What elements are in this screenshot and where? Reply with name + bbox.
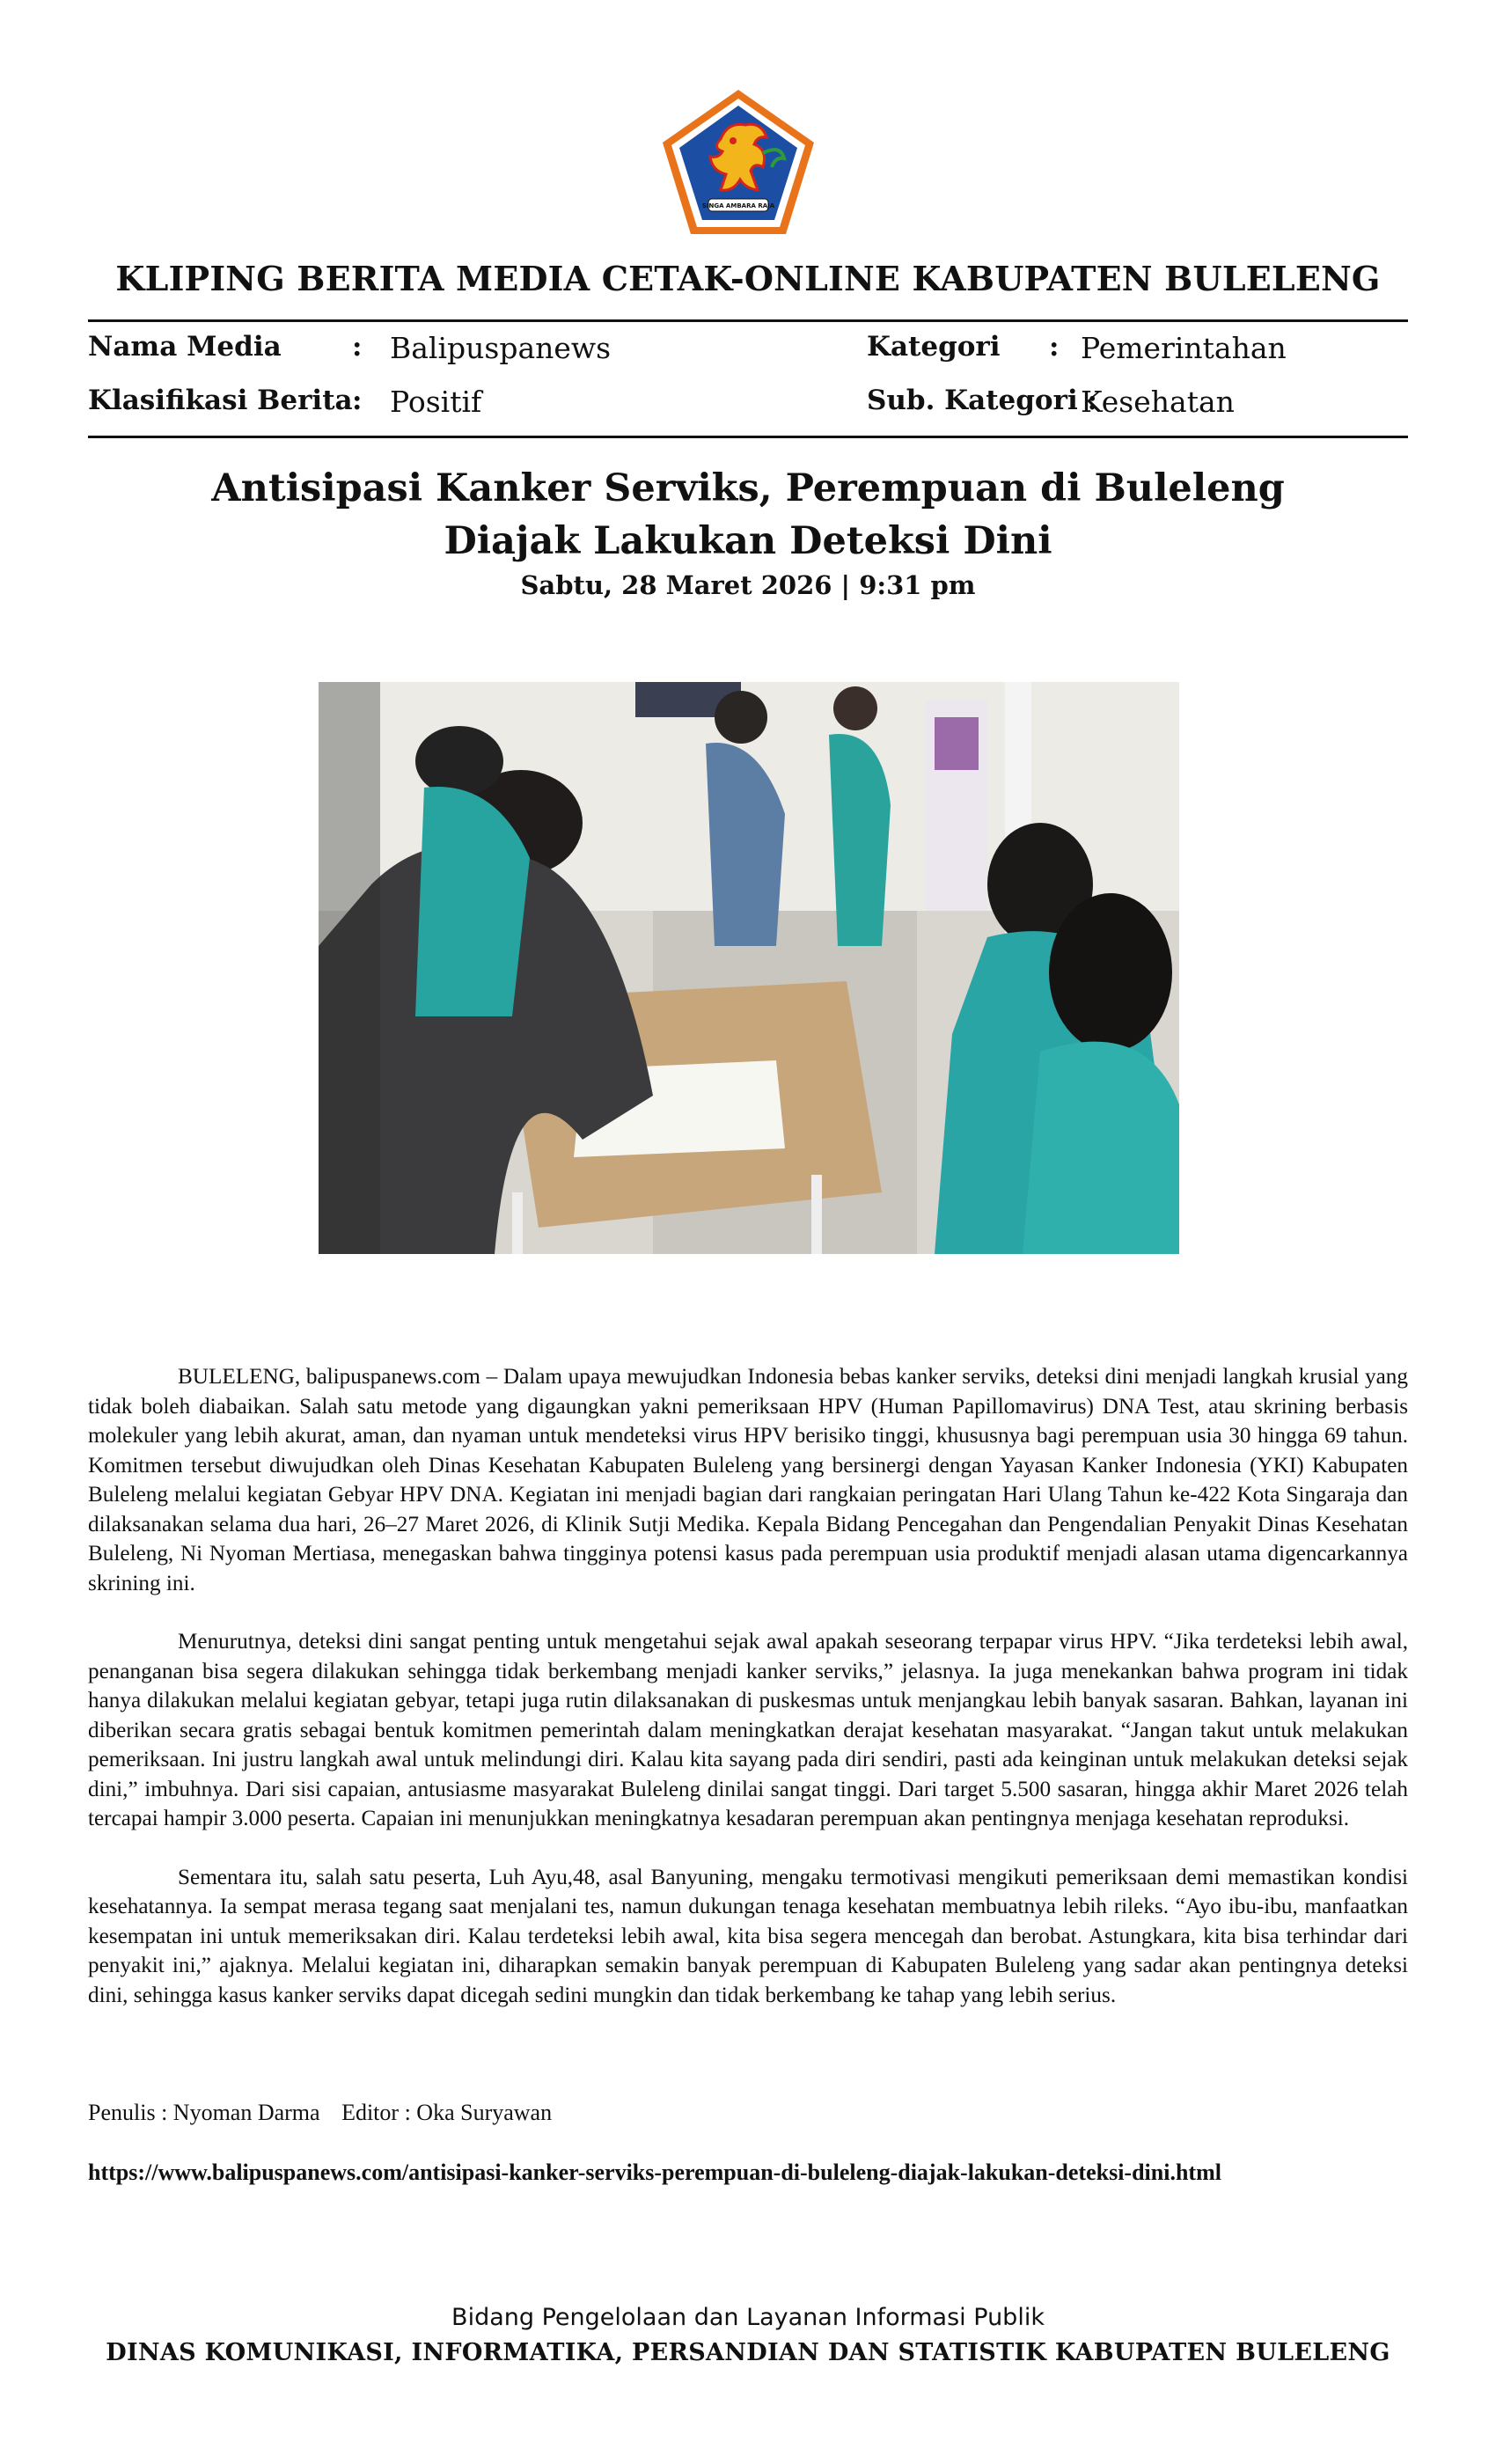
- media-label: Nama Media: [88, 331, 282, 363]
- footer-division: Bidang Pengelolaan dan Layanan Informasi Publik: [451, 2304, 1045, 2331]
- media-colon: :: [352, 331, 363, 363]
- article-headline-line2: Diajak Lakukan Deteksi Dini: [444, 519, 1052, 563]
- kategori-value: Pemerintahan: [1081, 331, 1287, 365]
- article-date: Sabtu, 28 Maret 2026 | 9:31 pm: [520, 570, 976, 600]
- footer-agency: DINAS KOMUNIKASI, INFORMATIKA, PERSANDIAN DAN STATISTIK KABUPATEN BULELENG: [106, 2339, 1390, 2366]
- kategori-colon: :: [1049, 331, 1060, 363]
- subkategori-value: Kesehatan: [1081, 385, 1235, 419]
- logo-motto: SINGA AMBARA RAJA: [701, 202, 775, 209]
- writer-credit: Penulis : Nyoman Darma: [88, 2100, 320, 2125]
- subkategori-label: Sub. Kategori :: [867, 385, 1097, 416]
- source-url-link[interactable]: https://www.balipuspanews.com/antisipasi-kanker-serviks-perempuan-di-buleleng-diajak-lakukan-deteksi-dini.html: [88, 2160, 1221, 2185]
- article-photo: [319, 682, 1179, 1254]
- article-headline-line1: Antisipasi Kanker Serviks, Perempuan di Buleleng: [211, 466, 1285, 510]
- bottom-divider: [88, 436, 1408, 438]
- page-title: KLIPING BERITA MEDIA CETAK-ONLINE KABUPATEN BULELENG: [115, 259, 1381, 298]
- article-paragraph: BULELENG, balipuspanews.com – Dalam upaya mewujudkan Indonesia bebas kanker serviks, deteksi dini menjadi langkah krusial yang tidak boleh diabaikan. Salah satu metode yang digaungkan yakni pemeriksaan HPV (Human Papillomavirus) DNA Test, atau skrining berbasis molekuler yang lebih akurat, aman, dan nyaman untuk mendeteksi virus HPV berisiko tinggi, khususnya bagi perempuan usia 30 hingga 69 tahun. Komitmen tersebut diwujudkan oleh Dinas Kesehatan Kabupaten Buleleng yang bersinergi dengan Yayasan Kanker Indonesia (YKI) Kabupaten Buleleng melalui kegiatan Gebyar HPV DNA. Kegiatan ini menjadi bagian dari rangkaian peringatan Hari Ulang Tahun ke-422 Kota Singaraja dan dilaksanakan selama dua hari, 26–27 Maret 2026, di Klinik Sutji Medika. Kepala Bidang Pencegahan dan Pengendalian Penyakit Dinas Kesehatan Buleleng, Ni Nyoman Mertiasa, menegaskan bahwa tingginya potensi kasus pada perempuan usia produktif menjadi alasan utama digencarkannya skrining ini.: [88, 1365, 1408, 1595]
- klasifikasi-label: Klasifikasi Berita: [88, 385, 353, 416]
- klasifikasi-value: Positif: [390, 385, 482, 419]
- article-paragraph: Sementara itu, salah satu peserta, Luh Ayu,48, asal Banyuning, mengaku termotivasi mengikuti pemeriksaan demi memastikan kondisi kesehatannya. Ia sempat merasa tegang saat menjalani tes, namun dukungan tenaga kesehatan membuatnya lebih rileks. “Ayo ibu-ibu, manfaatkan kesempatan ini untuk memeriksakan diri. Kalau terdeteksi lebih awal, kita bisa segera mencegah dan berobat. Astungkara, kita bisa terhindar dari penyakit ini,” ajaknya. Melalui kegiatan ini, diharapkan semakin banyak perempuan di Kabupaten Buleleng yang sadar akan pentingnya deteksi dini, sehingga kasus kanker serviks dapat dicegah sedini mungkin dan tidak berkembang ke tahap yang lebih serius.: [88, 1865, 1408, 2007]
- klasifikasi-colon: :: [352, 385, 363, 416]
- article-paragraph: Menurutnya, deteksi dini sangat penting untuk mengetahui sejak awal apakah seseorang terpapar virus HPV. “Jika terdeteksi lebih awal, penanganan bisa segera dilakukan sehingga tidak berkembang menjadi kanker serviks,” jelasnya. Ia juga menekankan bahwa program ini tidak hanya dilakukan melalui kegiatan gebyar, tetapi juga rutin dilaksanakan di puskesmas untuk menjangkau lebih banyak sasaran. Bahkan, layanan ini diberikan secara gratis sebagai bentuk komitmen pemerintah dalam meningkatkan derajat kesehatan masyarakat. “Jangan takut untuk melakukan pemeriksaan. Ini justru langkah awal untuk melindungi diri. Kalau kita sayang pada diri sendiri, pasti ada keinginan untuk melakukan deteksi sejak dini,” imbuhnya. Dari sisi capaian, antusiasme masyarakat Buleleng dinilai sangat tinggi. Dari target 5.500 sasaran, hingga akhir Maret 2026 telah tercapai hampir 3.000 peserta. Capaian ini menunjukkan meningkatnya kesadaran perempuan akan pentingnya menjaga kesehatan reproduksi.: [88, 1630, 1408, 1830]
- article-credits: [88, 2100, 568, 2126]
- editor-credit: Editor : Oka Suryawan: [341, 2100, 553, 2125]
- media-value: Balipuspanews: [390, 331, 612, 365]
- top-divider: [88, 319, 1408, 322]
- kategori-label: Kategori: [867, 331, 1001, 363]
- article-body: [88, 1362, 1408, 2039]
- regency-emblem-icon: [659, 86, 818, 238]
